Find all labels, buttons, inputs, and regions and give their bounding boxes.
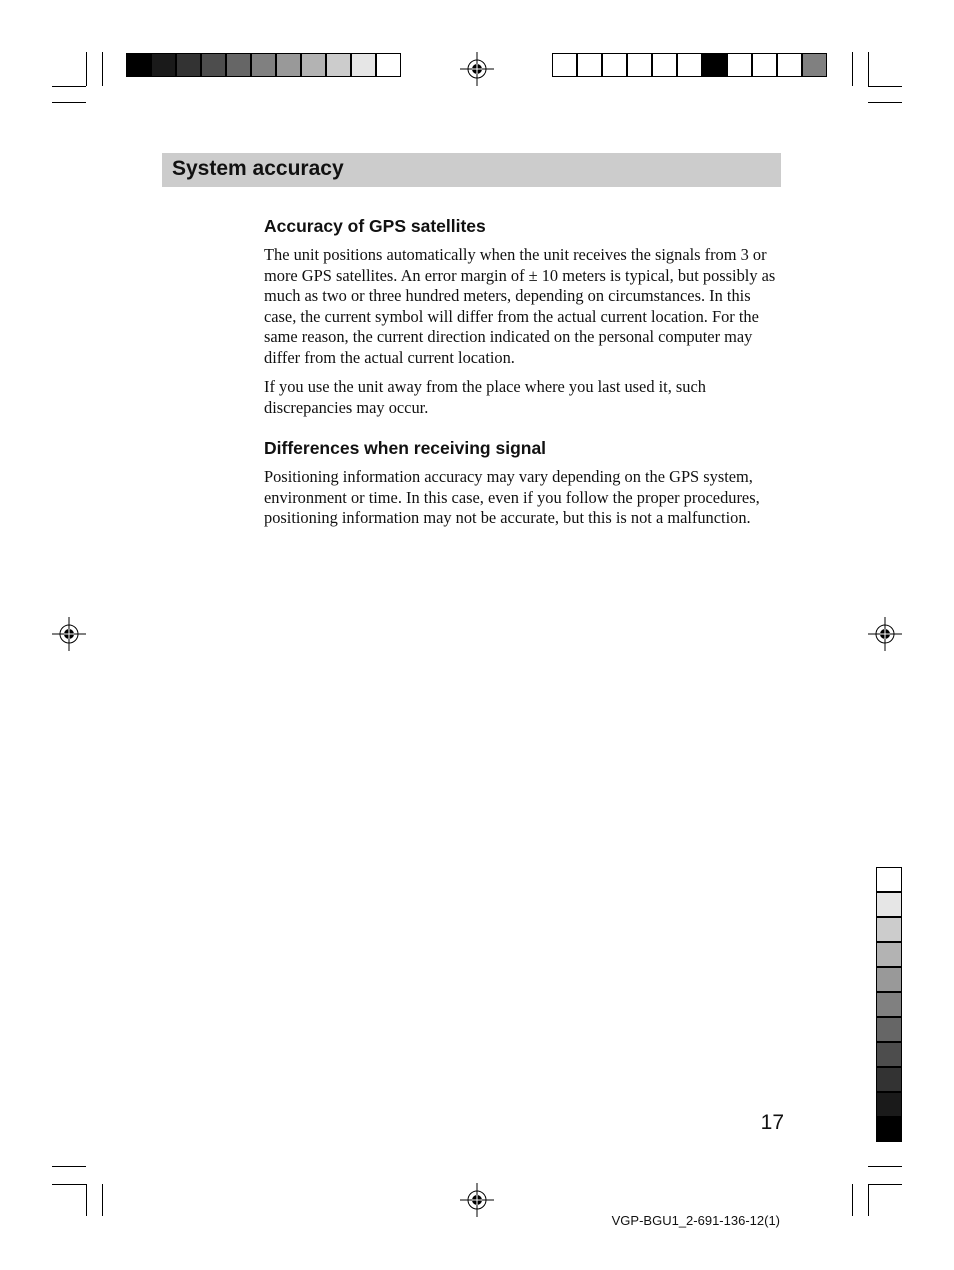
color-swatch bbox=[752, 53, 777, 77]
crosshair-target-icon bbox=[52, 617, 86, 651]
crosshair-target-icon bbox=[460, 1183, 494, 1217]
subsection-heading: Differences when receiving signal bbox=[264, 438, 547, 458]
color-swatch bbox=[201, 53, 226, 77]
color-swatch bbox=[126, 53, 151, 77]
color-swatch bbox=[301, 53, 326, 77]
color-swatch bbox=[552, 53, 577, 77]
grayscale-bar-side bbox=[876, 867, 902, 1142]
color-swatch bbox=[276, 53, 301, 77]
color-swatch bbox=[777, 53, 802, 77]
color-swatch bbox=[876, 867, 902, 892]
subsection-heading: Accuracy of GPS satellites bbox=[264, 216, 486, 236]
color-swatch bbox=[627, 53, 652, 77]
color-swatch bbox=[876, 942, 902, 967]
color-swatch bbox=[351, 53, 376, 77]
grayscale-bar-top-right bbox=[552, 53, 827, 77]
section-title: System accuracy bbox=[172, 157, 344, 180]
color-swatch bbox=[376, 53, 401, 77]
color-swatch bbox=[876, 1042, 902, 1067]
grayscale-bar-top-left bbox=[126, 53, 401, 77]
color-swatch bbox=[652, 53, 677, 77]
document-code: VGP-BGU1_2-691-136-12(1) bbox=[611, 1213, 780, 1228]
color-swatch bbox=[876, 917, 902, 942]
color-swatch bbox=[251, 53, 276, 77]
color-swatch bbox=[876, 1092, 902, 1117]
color-swatch bbox=[151, 53, 176, 77]
color-swatch bbox=[176, 53, 201, 77]
body-paragraph: If you use the unit away from the place where you last used it, such discrepancies may occur. bbox=[264, 377, 706, 417]
color-swatch bbox=[802, 53, 827, 77]
crosshair-target-icon bbox=[460, 52, 494, 86]
color-swatch bbox=[876, 992, 902, 1017]
color-swatch bbox=[876, 967, 902, 992]
body-paragraph: The unit positions automatically when the unit receives the signals from 3 or more GPS satellites. An error margin of ± 10 meters is typical, but possibly as much as two or three hundred meters, depending on circumstances. In this case, the current symbol will differ from the actual current location. For the same reason, the current direction indicated on the personal computer may differ from the actual current location. bbox=[264, 245, 776, 367]
color-swatch bbox=[876, 1117, 902, 1142]
color-swatch bbox=[876, 892, 902, 917]
crosshair-target-icon bbox=[868, 617, 902, 651]
color-swatch bbox=[226, 53, 251, 77]
color-swatch bbox=[876, 1017, 902, 1042]
color-swatch bbox=[702, 53, 727, 77]
body-paragraph: Positioning information accuracy may vary depending on the GPS system, environment or time. In this case, even if you follow the proper procedures, positioning information may not be accurate, but this is not a malfunction. bbox=[264, 467, 760, 528]
section-header-bar bbox=[162, 153, 781, 187]
color-swatch bbox=[677, 53, 702, 77]
color-swatch bbox=[326, 53, 351, 77]
color-swatch bbox=[876, 1067, 902, 1092]
color-swatch bbox=[727, 53, 752, 77]
page-number: 17 bbox=[760, 1111, 784, 1134]
color-swatch bbox=[577, 53, 602, 77]
color-swatch bbox=[602, 53, 627, 77]
